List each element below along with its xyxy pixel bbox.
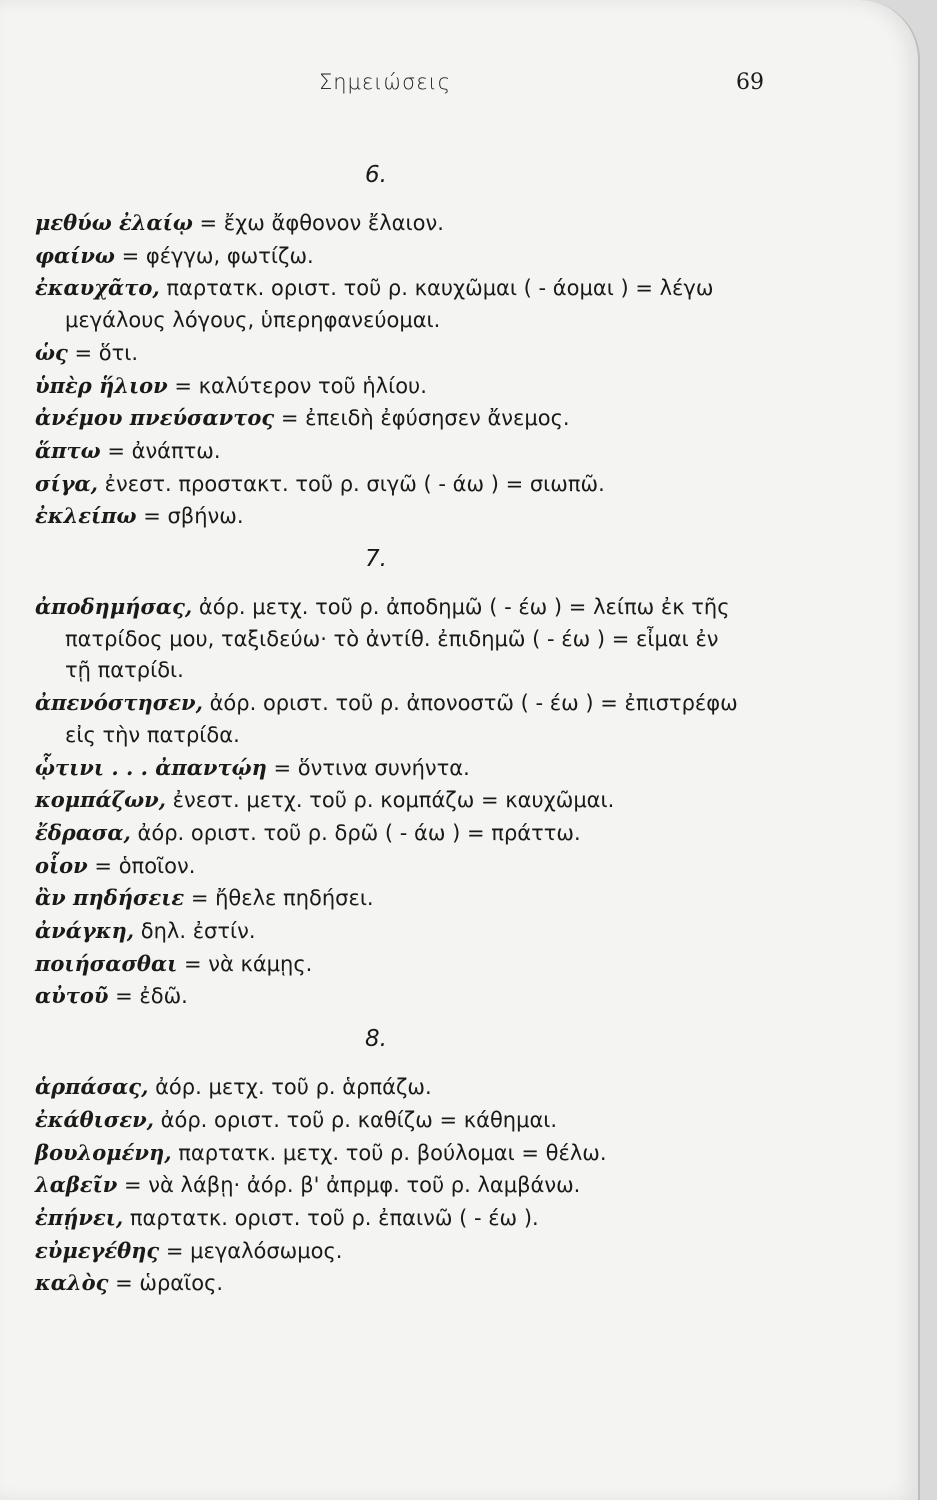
- lemma: ᾧτινι . . . ἀπαντῴη: [35, 754, 267, 780]
- note-entry: [35, 1169, 835, 1202]
- note-entry: [35, 240, 835, 273]
- note-entry: [35, 1202, 835, 1235]
- lemma: ὑπὲρ ἥλιον: [35, 372, 168, 398]
- page-number: 69: [736, 70, 764, 95]
- note-entry: [35, 591, 835, 687]
- note-entry: [35, 370, 835, 403]
- lemma: αὐτοῦ: [35, 983, 109, 1009]
- gloss: = ἤθελε πηδήσει.: [184, 886, 374, 911]
- note-entry: [35, 272, 835, 336]
- gloss: = νὰ κάμῃς.: [177, 951, 313, 976]
- note-entry: [35, 1071, 835, 1104]
- gloss-continuation: πατρίδος μου, ταξιδεύω· τὸ ἀντίθ. ἐπιδημῶ ( - έω ) = εἶμαι ἐν: [65, 626, 719, 651]
- gloss: ἀόρ. μετχ. τοῦ ρ. ἀποδημῶ ( - έω ) = λείπω ἐκ τῆς: [192, 595, 730, 620]
- note-entry: [35, 1104, 835, 1137]
- gloss: παρτατκ. οριστ. τοῦ ρ. καυχῶμαι ( - άομαι ) = λέγω: [159, 276, 714, 301]
- lemma: ἔδρασα,: [35, 819, 131, 845]
- gloss: = ἐπειδὴ ἐφύσησεν ἄνεμος.: [274, 406, 570, 431]
- gloss: = ἔχω ἄφθονον ἔλαιον.: [192, 211, 444, 235]
- lemma: σίγα,: [35, 470, 98, 496]
- section-heading: 6.: [365, 162, 387, 188]
- lemma: ἐκάθισεν,: [35, 1106, 154, 1132]
- note-entry: [35, 207, 835, 240]
- note-entry: [35, 1235, 835, 1268]
- gloss: ἀόρ. οριστ. τοῦ ρ. ἀπονοστῶ ( - έω ) = ἐπιστρέφω: [202, 691, 738, 716]
- gloss: = νὰ λάβῃ· ἀόρ. β' ἀπρμφ. τοῦ ρ. λαμβάνω.: [117, 1173, 581, 1198]
- lemma: ἀνάγκη,: [35, 918, 135, 944]
- gloss: ἐνεστ. προστακτ. τοῦ ρ. σιγῶ ( - άω ) = σιωπῶ.: [97, 471, 605, 496]
- note-entry: [35, 915, 835, 948]
- lemma: ἂν πηδήσειε: [35, 885, 185, 911]
- lemma: κομπάζων,: [35, 787, 166, 813]
- lemma: ἀνέμου πνεύσαντος: [35, 405, 275, 431]
- gloss: δηλ. ἐστίν.: [134, 919, 256, 944]
- note-entry: [35, 402, 835, 435]
- section-heading: 8.: [365, 1026, 387, 1053]
- gloss: = ὁποῖον.: [87, 853, 196, 878]
- lemma: ποιήσασθαι: [35, 950, 178, 976]
- note-entry: [35, 784, 835, 817]
- gloss-continuation: μεγάλους λόγους, ὑπερηφανεύομαι.: [65, 308, 441, 333]
- notes-content: [35, 155, 835, 1306]
- lemma: οἷον: [35, 852, 88, 878]
- note-entry: [35, 687, 835, 751]
- gloss: = ὡραῖος.: [108, 1271, 224, 1296]
- lemma: λαβεῖν: [35, 1172, 118, 1198]
- lemma: εὐμεγέθης: [35, 1237, 160, 1263]
- page-header: [0, 70, 918, 104]
- gloss: = ἐδῶ.: [108, 984, 188, 1009]
- gloss: = μεγαλόσωμος.: [159, 1238, 343, 1263]
- gloss-continuation: εἰς τὴν πατρίδα.: [65, 722, 240, 747]
- note-entry: [35, 850, 835, 883]
- running-title: Σημειώσεις: [318, 70, 452, 94]
- note-entry: [35, 435, 835, 468]
- gloss: παρτατκ. οριστ. τοῦ ρ. ἐπαινῶ ( - έω ).: [123, 1205, 539, 1230]
- gloss: ἀόρ. οριστ. τοῦ ρ. καθίζω = κάθημαι.: [153, 1107, 558, 1132]
- lemma: μεθύω ἐλαίῳ: [35, 210, 193, 235]
- lemma: καλὸς: [35, 1270, 109, 1296]
- gloss: ἐνεστ. μετχ. τοῦ ρ. κομπάζω = καυχῶμαι.: [165, 788, 615, 813]
- lemma: φαίνω: [35, 242, 115, 268]
- lemma: ἐπῄνει,: [35, 1204, 124, 1230]
- gloss: = σβήνω.: [136, 504, 244, 529]
- lemma: ἐκλείπω: [35, 503, 137, 529]
- lemma: ἁρπάσας,: [35, 1074, 149, 1100]
- lemma: ὡς: [35, 339, 68, 365]
- section-heading: 7.: [365, 546, 387, 573]
- gloss: = καλύτερον τοῦ ἡλίου.: [167, 373, 427, 398]
- gloss: = φέγγω, φωτίζω.: [114, 243, 314, 268]
- note-entry: [35, 500, 835, 533]
- lemma: ἀποδημήσας,: [35, 594, 193, 620]
- note-entry: [35, 337, 835, 370]
- note-entry: [35, 752, 835, 785]
- section-8: [35, 1019, 835, 1300]
- note-entry: [35, 980, 835, 1013]
- note-entry: [35, 1267, 835, 1300]
- gloss: = ἀνάπτω.: [100, 438, 221, 463]
- gloss: παρτατκ. μετχ. τοῦ ρ. βούλομαι = θέλω.: [171, 1140, 607, 1165]
- note-entry: [35, 817, 835, 850]
- note-entry: [35, 468, 835, 501]
- gloss-continuation: τῇ πατρίδι.: [65, 658, 184, 683]
- lemma: ἀπενόστησεν,: [35, 690, 203, 716]
- lemma: ἐκαυχᾶτο,: [35, 275, 160, 301]
- section-6: [35, 155, 835, 533]
- lemma: βουλομένη,: [35, 1139, 172, 1165]
- section-7: [35, 539, 835, 1013]
- gloss: = ὅτι.: [67, 340, 139, 365]
- gloss: ἀόρ. οριστ. τοῦ ρ. δρῶ ( - άω ) = πράττω.: [130, 820, 581, 845]
- gloss: = ὅντινα συνήντα.: [266, 755, 470, 780]
- lemma: ἅπτω: [35, 437, 101, 463]
- gloss: ἀόρ. μετχ. τοῦ ρ. ἁρπάζω.: [148, 1075, 432, 1100]
- note-entry: [35, 948, 835, 981]
- note-entry: [35, 882, 835, 915]
- note-entry: [35, 1137, 835, 1170]
